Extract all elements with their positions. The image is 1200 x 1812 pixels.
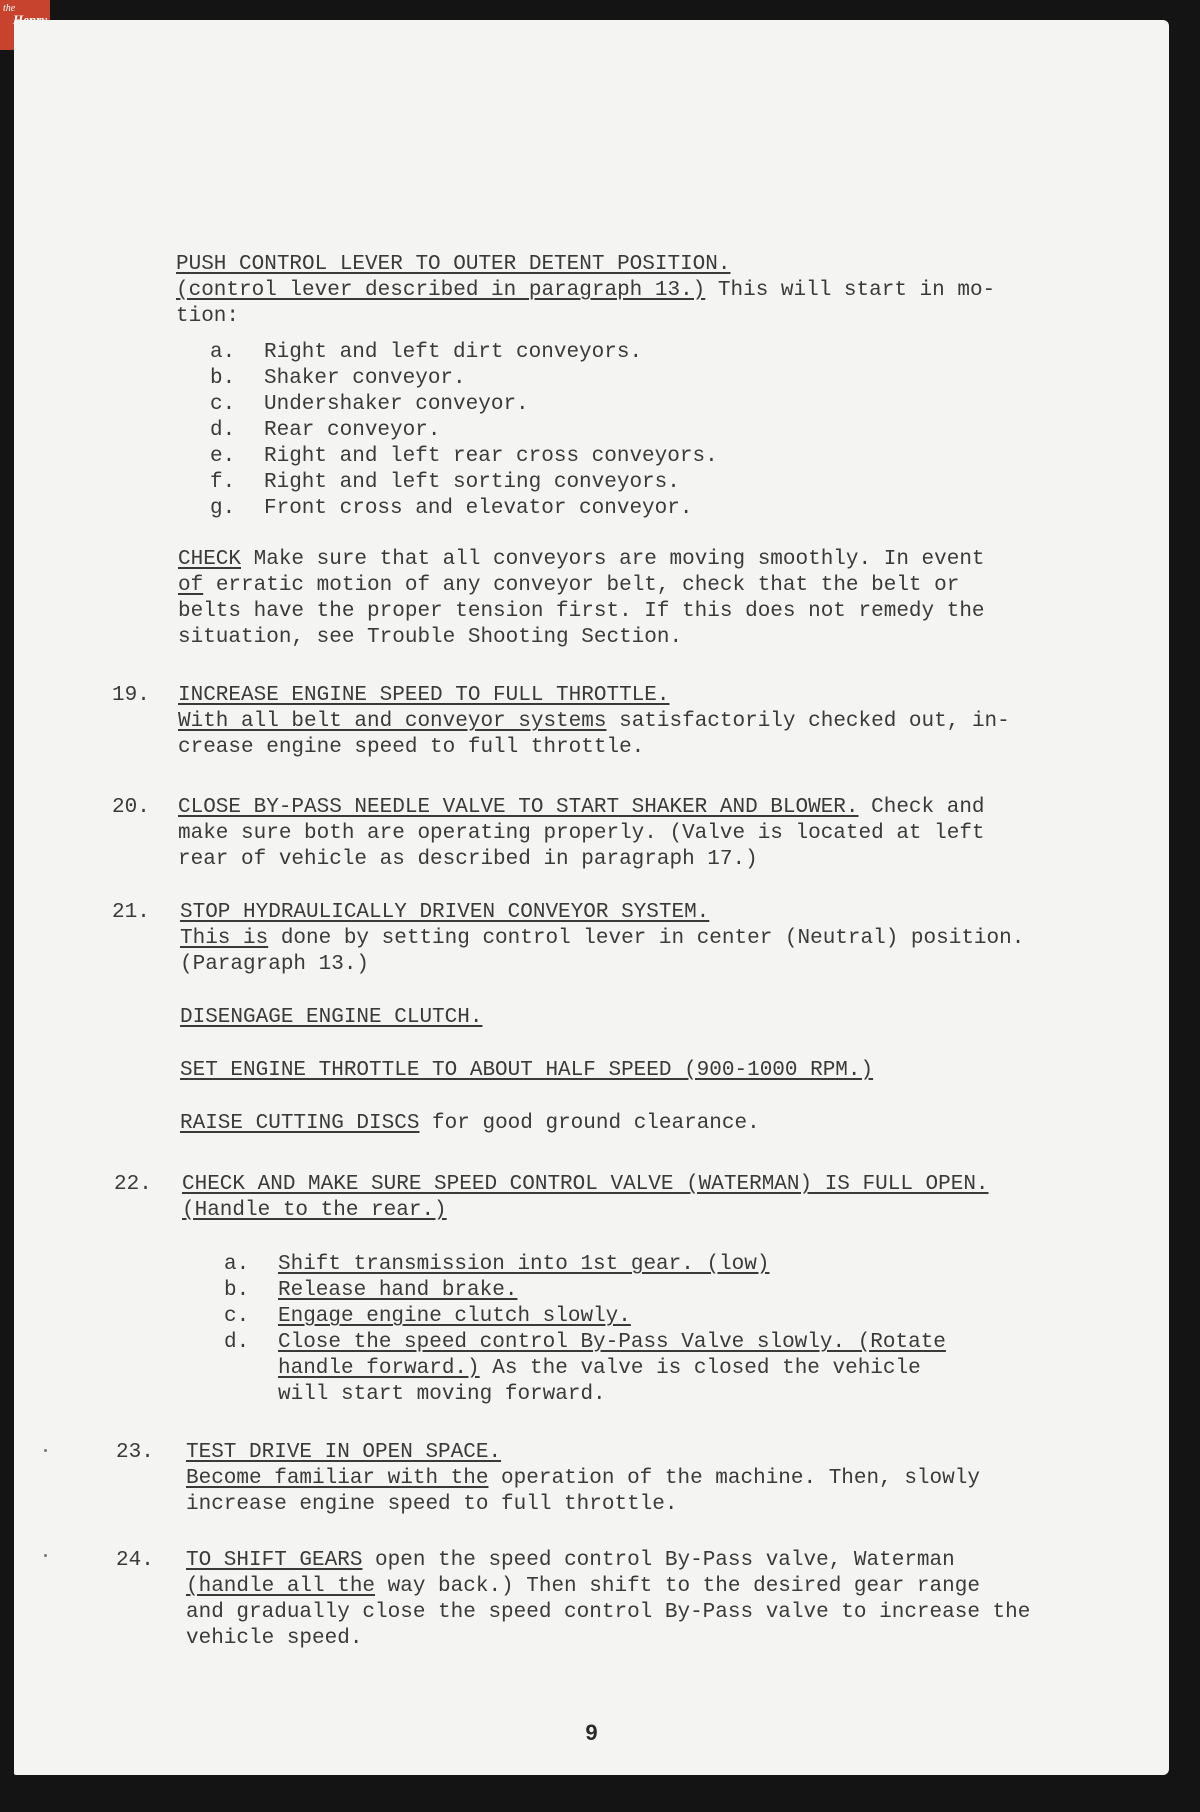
- step-19: INCREASE ENGINE SPEED TO FULL THROTTLE. With all belt and conveyor systems satisfactorily checked out, in- crease engine speed to full throttle.: [178, 684, 1010, 759]
- list-item: a. Right and left dirt conveyors.: [210, 341, 643, 364]
- paragraph-line: (control lever described in paragraph 13.) This will start in mo-: [176, 279, 996, 302]
- step-number: 23.: [116, 1441, 154, 1464]
- step-heading: CHECK AND MAKE SURE SPEED CONTROL VALVE (WATERMAN) IS FULL OPEN.: [182, 1173, 989, 1196]
- disengage-clutch-heading: DISENGAGE ENGINE CLUTCH.: [180, 1006, 483, 1029]
- step-23: TEST DRIVE IN OPEN SPACE. Become familiar with the operation of the machine. Then, slowly increase engine speed to full throttle.: [186, 1441, 980, 1516]
- step-heading: TEST DRIVE IN OPEN SPACE.: [186, 1441, 502, 1464]
- step-24: TO SHIFT GEARS open the speed control By-Pass valve, Waterman (handle all the way back.) Then shift to the desired gear range and gradually close the speed control By-Pass valve to increase the vehicle speed.: [186, 1549, 1031, 1650]
- page-number: 9: [585, 1720, 598, 1745]
- step-22: CHECK AND MAKE SURE SPEED CONTROL VALVE (WATERMAN) IS FULL OPEN. (Handle to the rear.): [182, 1173, 989, 1222]
- step-21: STOP HYDRAULICALLY DRIVEN CONVEYOR SYSTEM. This is done by setting control lever in center (Neutral) position. (Paragraph 13.): [180, 901, 1025, 976]
- margin-mark: [44, 1449, 47, 1452]
- henry-ford-logo: the: [0, 0, 50, 50]
- top-section: [176, 252, 995, 330]
- raise-discs-line: RAISE CUTTING DISCS for good ground clearance.: [180, 1112, 760, 1135]
- step-heading: TO SHIFT GEARS: [186, 1549, 363, 1572]
- step-number: 24.: [116, 1549, 154, 1572]
- step-number: 21.: [112, 901, 150, 924]
- list-item: c. Engage engine clutch slowly.: [224, 1305, 631, 1328]
- step-number: 20.: [112, 796, 150, 819]
- step-heading: INCREASE ENGINE SPEED TO FULL THROTTLE.: [178, 684, 670, 707]
- list-item: b. Shaker conveyor.: [210, 367, 466, 390]
- list-item: f. Right and left sorting conveyors.: [210, 471, 680, 494]
- list-item: b. Release hand brake.: [224, 1279, 518, 1302]
- step-number: 19.: [112, 684, 150, 707]
- list-item: g. Front cross and elevator conveyor.: [210, 497, 693, 520]
- step-20: CLOSE BY-PASS NEEDLE VALVE TO START SHAKER AND BLOWER. Check and make sure both are operating properly. (Valve is located at left rear of vehicle as described in paragraph 17.): [178, 796, 985, 871]
- margin-mark: [44, 1554, 47, 1557]
- list-item: d. Close the speed control By-Pass Valve slowly. (Rotate: [224, 1331, 946, 1354]
- check-paragraph: CHECK Make sure that all conveyors are moving smoothly. In event of erratic motion of any conveyor belt, check that the belt or belts have the proper tension first. If this does not remedy the situation, see Trouble Shooting Section.: [178, 548, 985, 649]
- driving-steps-list: a. Shift transmission into 1st gear. (low) b. Release hand brake. c. Engage engine clutch slowly. d. Close the speed control By-Pass Valve slowly. (Rotate handle forward.) As the valve is closed the vehicle will start moving forward.: [224, 1253, 946, 1406]
- list-item: e. Right and left rear cross conveyors.: [210, 445, 718, 468]
- list-item: c. Undershaker conveyor.: [210, 393, 529, 416]
- section-heading: PUSH CONTROL LEVER TO OUTER DETENT POSITION.: [176, 253, 731, 276]
- step-number: 22.: [114, 1173, 152, 1196]
- conveyor-list: [210, 340, 718, 522]
- document-page: [14, 20, 1169, 1775]
- list-item: d. Rear conveyor.: [210, 419, 441, 442]
- list-item: a. Shift transmission into 1st gear. (low): [224, 1253, 770, 1276]
- paragraph-line: tion:: [176, 305, 240, 328]
- step-heading: STOP HYDRAULICALLY DRIVEN CONVEYOR SYSTEM.: [180, 901, 710, 924]
- check-label: CHECK: [178, 548, 242, 571]
- step-heading: CLOSE BY-PASS NEEDLE VALVE TO START SHAKER AND BLOWER.: [178, 796, 859, 819]
- set-throttle-heading: SET ENGINE THROTTLE TO ABOUT HALF SPEED (900-1000 RPM.): [180, 1059, 874, 1082]
